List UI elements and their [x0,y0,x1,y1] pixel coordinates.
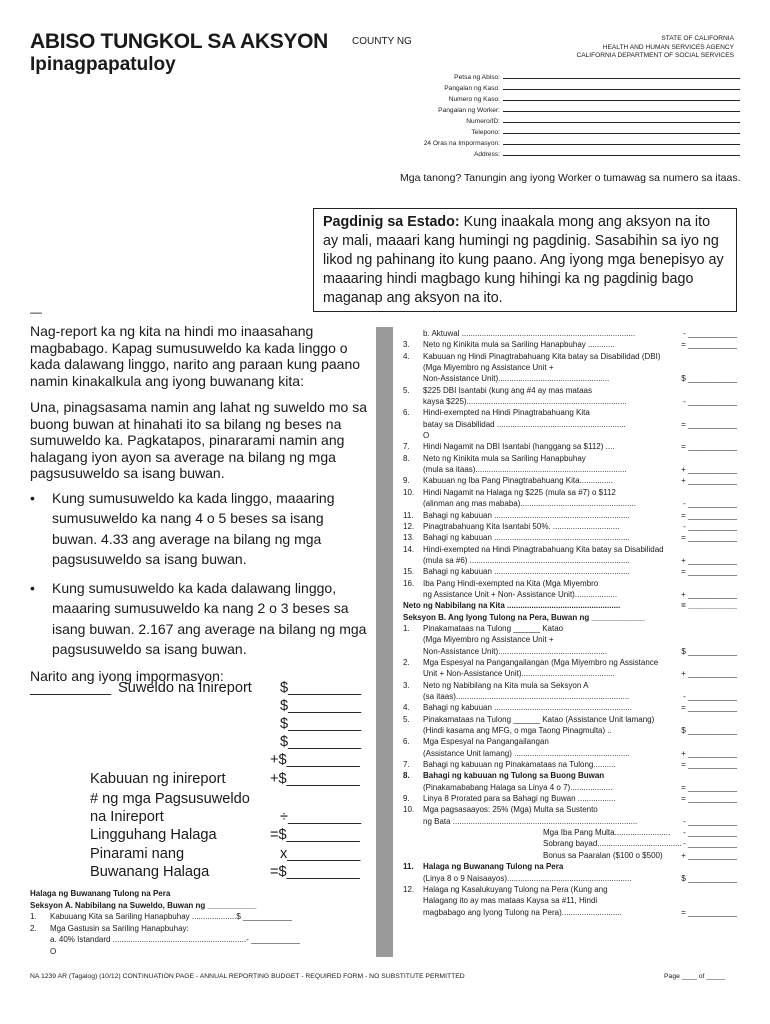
worksheet-row [403,328,737,339]
line-amount[interactable]: - ___________ [683,839,737,849]
line-label: Bahagi ng kabuuan ............................................................. [423,533,630,543]
field-line[interactable] [503,144,740,145]
line-amount[interactable]: = ___________ [681,340,737,350]
line-amount[interactable]: $ ___________ [681,646,737,656]
line-label: Sobrang bayad...................................... [543,839,682,849]
amount-field[interactable]: x_________ [280,846,361,862]
worksheet-row [403,838,737,849]
field-label: Address: [473,151,500,158]
line-label: (mula sa itaas).................................................................... [423,465,627,475]
line-label: Linya 8 Prorated para sa Bahagi ng Buwan ................. [423,794,616,804]
line-number [403,748,423,759]
line-amount[interactable]: + ___________ [681,476,737,486]
line-amount[interactable]: - ___________ [246,935,300,944]
line-number [30,934,50,946]
line-label: (mula sa #6) ........................................................................ [423,555,630,565]
line-label: magbabago ang Iyong Tulong na Pera)........................... [423,907,622,917]
line-number [403,895,423,906]
worksheet-row [403,907,737,918]
worksheet-row [403,861,737,872]
line-label: Mga Iba Pang Multa......................... [543,828,671,838]
line-number: 9. [403,794,410,804]
field-row [410,125,740,136]
line-amount[interactable]: = ___________ [681,703,737,713]
line-number: 11. [403,862,414,872]
worksheet-row [403,634,737,645]
line-number [403,373,423,384]
line-amount[interactable]: + ___________ [681,465,737,475]
line-number: 10. [403,487,415,497]
line-number: 8. [403,771,410,781]
line-label: Neto ng Kinikita mula sa Sariling Hanapbuhay ............ [423,340,615,350]
line-number [403,816,423,827]
field-label: Petsa ng Abiso: [454,74,500,81]
worksheet-row [403,770,737,781]
worksheet-row [403,589,737,600]
bullet-item [30,578,370,660]
income-explanation [30,323,370,684]
line-label: Halagang ito ay mas mataas Kaysa sa #11, Hindi [423,896,598,906]
line-label: Halaga ng Kasalukuyang Tulong na Pera (Kung ang [423,884,608,894]
line-number [403,464,423,475]
line-label: Seksyon B. Ang Iyong Tulong na Pera, Buwan ng ____________ [403,612,645,622]
line-number [403,328,423,339]
worksheet-row [403,351,737,362]
worksheet-row [403,430,737,441]
line-number: 1. [403,623,410,633]
line-label: kaysa $225)........................................................................ [423,397,627,407]
line-number: 14. [403,544,415,554]
line-number: 12. [403,884,415,894]
field-label: Numero ng Kaso: [448,96,500,103]
line-label: ng Assistance Unit + Non- Assistance Unit)................... [423,589,618,599]
bullet-dot-icon: • [30,579,35,596]
state-agency-block [576,35,734,61]
line-amount[interactable]: = ___________ [681,794,737,804]
calc-label: Buwanang Halaga [90,864,210,880]
line-label: b. Aktuwal .............................................................................. [423,329,636,338]
field-label: 24 Oras na Impormasyon: [423,140,500,147]
line-amount[interactable]: $ ___________ [236,912,292,921]
field-label: Pangalan ng Worker: [438,107,500,114]
worksheet-row [403,373,737,384]
line-label: Non-Assistance Unit).................................................. [423,374,610,384]
line-number: 1. [30,912,37,921]
worksheet-row [403,544,737,555]
worksheet-row [403,748,737,759]
line-amount[interactable]: $ ___________ [681,374,737,384]
line-number: 5. [403,385,410,395]
bullet-item [30,488,370,570]
bullet-dot-icon: • [30,489,35,506]
worksheet-row [30,934,370,946]
worksheet-row [403,816,737,827]
line-label: $225 DBI Isantabi (kung ang #4 ay mas mataas [423,385,592,395]
line-label: (alinman ang mas mababa).................................................... [423,499,636,509]
line-amount[interactable]: = ___________ [681,567,737,577]
line-label: Kabuuang Kita sa Sariling Hanapbuhay .................... [50,912,237,921]
state-line: STATE OF CALIFORNIA [661,35,734,42]
state-line: CALIFORNIA DEPARTMENT OF SOCIAL SERVICES [576,52,734,60]
line-number [403,634,423,645]
worksheet-row [403,702,737,713]
questions-text: Mga tanong? Tanungin ang iyong Worker o tumawag sa numero sa itaas. [400,172,741,184]
line-number: 11. [403,510,414,520]
reported-label: Suweldo na Inireport [118,680,252,696]
field-line[interactable] [503,89,740,90]
worksheet-row [30,911,370,923]
field-row [410,114,740,125]
line-number [403,646,423,657]
line-label: Hindi-exempted na Hindi Pinagtrabahuang Kita batay sa Disabilidad [423,544,664,554]
line-amount[interactable]: - ___________ [683,816,737,826]
worksheet-row [403,804,737,815]
line-label: Bahagi ng kabuuan ng Pinakamataas na Tulong.......... [423,760,616,770]
worksheet-row [403,419,737,430]
line-label: Unit + Non-Assistance Unit).......................................... [423,669,615,679]
line-number [403,873,423,884]
worksheet-row [403,578,737,589]
bullet-text: Kung sumusuweldo ka kada dalawang linggo, maaaring sumusuweldo ka nang 2 o 3 beses sa isang buwan. 2.167 ang average na bilang ng mga pagsusuweldo sa isang buwan. [52,579,367,657]
line-label: Pinakamataas na Tulong ______ Katao (Assistance Unit lamang) [423,714,655,724]
worksheet-row [403,714,737,725]
worksheet-row [403,646,737,657]
line-label: Bahagi ng kabuuan ............................................................. [423,567,630,577]
worksheet-row [403,396,737,407]
line-label: Hindi-exempted na Hindi Pinagtrabahuang Kita [423,408,590,418]
line-amount[interactable]: = ___________ [681,601,737,611]
line-label: Mga pagsasaayos: 25% (Mga) Multa sa Sustento [423,805,598,815]
worksheet-row [403,691,737,702]
line-number [403,850,423,861]
line-number: 12. [403,521,415,531]
worksheet-row [403,555,737,566]
calc-label: # ng mga Pagsusuweldo [90,791,250,807]
worksheet-row [403,657,737,668]
line-amount[interactable]: - ___________ [683,499,737,509]
line-label: Mga Espesyal na Pangangailangan (Mga Miyembro ng Assistance [423,657,659,667]
worksheet-row [403,873,737,884]
worksheet-row [403,510,737,521]
line-label: (Mga Miyembro ng Assistance Unit + [423,363,554,373]
line-amount[interactable]: + ___________ [681,850,737,860]
line-number: 3. [403,680,410,690]
line-label: Hindi Nagamit na DBI Isantabi (hanggang sa $112) .... [423,442,615,452]
line-number: 6. [403,737,410,747]
line-number [403,362,423,373]
worksheet-row [403,532,737,543]
worksheet-row [403,521,737,532]
worksheet-row [403,464,737,475]
line-label: ng Bata ................................................................................... [423,816,638,826]
field-row [410,147,740,158]
line-label: (sa itaas).............................................................................. [423,692,630,701]
amount-field[interactable]: =$_________ [270,827,360,843]
line-label: (Linya 8 o 9 Naisaayos)........................................................ [423,873,632,883]
worksheet-row [403,827,737,838]
worksheet-row [403,736,737,747]
line-label: (Hindi kasama ang MFG, o mga Taong Pinagmulta) .. [423,726,612,736]
line-label: a. 40% Istandard ............................................................ [50,935,247,944]
line-amount[interactable]: = ___________ [681,419,737,429]
line-number [403,691,423,702]
line-label: Pinagtrabahuang Kita Isantabi 50%. .............................. [423,521,620,531]
worksheet-row [403,407,737,418]
line-amount[interactable]: $ ___________ [681,873,737,883]
line-number [403,555,423,566]
line-amount[interactable]: = ___________ [681,782,737,792]
calc-label: na Inireport [90,809,164,825]
worksheet-row [403,850,737,861]
line-label: Hindi Nagamit na Halaga ng $225 (mula sa #7) o $112 [423,487,616,497]
line-number [30,946,50,958]
line-label: Neto ng Kinikita mula sa Sariling Hanapbuhay [423,453,586,463]
line-number: 6. [403,408,410,418]
hearing-text: Kung inaakala mong ang aksyon na ito ay mali, maaari kang humingi ng pagdinig. Sasabihin sa iyo ng likod ng pahinang ito kung paano. Ang iyong mga benepisyo ay maaaring hindi magbago kung hihingi ka ng pagdinig bago maganap ang aksyon na ito. [323,214,724,306]
field-row [410,81,740,92]
worksheet-row [403,680,737,691]
notice-fields [410,70,740,158]
line-label: Neto ng Nabibilang na Kita mula sa Seksyon A [423,680,589,690]
line-amount[interactable]: = ___________ [681,907,737,917]
amount-field[interactable]: ÷_________ [280,809,362,825]
line-amount[interactable]: $ ___________ [681,726,737,736]
line-label: Iba Pang Hindi-exempted na Kita (Mga Miyembro [423,578,599,588]
line-number [403,430,423,441]
form-footer: NA 1239 AR (Tagalog) (10/12) CONTINUATION PAGE - ANNUAL REPORTING BUDGET - REQUIRED FORM - NO SUBSTITUTE PERMITTED [30,973,465,980]
worksheet-row [403,725,737,736]
form-subtitle: Ipinagpapatuloy [30,54,176,75]
worksheet-row [403,884,737,895]
field-row [410,70,740,81]
worksheet-row [403,487,737,498]
line-number: 2. [30,923,37,933]
line-number [403,838,423,849]
worksheet-row [403,782,737,793]
line-amount[interactable]: - ___________ [683,828,737,838]
worksheet-row [403,793,737,804]
line-label: Halaga ng Buwanang Tulong na Pera [423,862,564,872]
line-label: (Assistance Unit lamang) .................................................... [423,748,630,758]
line-label: Bahagi ng kabuuan .............................................................. [423,703,632,713]
field-label: Numero/ID: [466,118,500,125]
worksheet-row [403,475,737,486]
worksheet-row [403,623,737,634]
field-label: Telepono: [471,129,500,136]
line-number: 4. [403,351,410,361]
state-hearing-box [313,208,737,312]
worksheet-row [403,600,737,611]
line-number: 7. [403,760,410,770]
field-row [410,92,740,103]
line-label: O [50,946,57,956]
budget-worksheet [403,328,737,918]
page-number: Page ____ of _____ [664,973,726,980]
line-label: Pinakamataas na Tulong ______ Katao [423,623,564,633]
line-amount[interactable]: = ___________ [681,442,737,452]
section-heading: Halaga ng Buwanang Tulong na Pera [30,889,171,898]
field-line[interactable] [503,133,740,134]
line-amount[interactable]: + ___________ [681,748,737,758]
line-number: 5. [403,714,410,724]
line-amount[interactable]: = ___________ [681,510,737,520]
hearing-label: Pagdinig sa Estado: [323,214,460,230]
line-label: Bahagi ng kabuuan ng Tulong sa Buong Buwan [423,771,605,781]
amount-field[interactable]: +$_________ [270,752,360,768]
line-number [403,589,423,600]
line-number [403,827,423,838]
line-amount[interactable]: = ___________ [681,760,737,770]
line-number [403,419,423,430]
line-label: Neto ng Nabibilang na Kita ................................................... [403,601,621,611]
worksheet-row [403,759,737,770]
amount-field[interactable]: +$_________ [270,771,360,787]
reported-blank[interactable]: __________ [30,680,112,696]
line-label: Kabuuan ng Iba Pang Pinagtrabahuang Kita............... [423,476,613,486]
section-a-start [30,888,370,957]
amount-field[interactable]: $_________ [280,716,362,732]
line-number: 2. [403,657,410,667]
worksheet-row [30,946,370,958]
worksheet-row [30,923,370,935]
line-number [403,498,423,509]
worksheet-row [403,895,737,906]
worksheet-row [403,453,737,464]
intro-paragraph: Una, pinagsasama namin ang lahat ng suweldo mo sa buong buwan at hinahati ito sa bilang ng beses na sumuweldo ka. Pagkatapos, pinararami namin ang halagang iyon ayon sa average na bilang ng mga pagsusuweldo sa isang buwan. [30,399,367,481]
sidebar-bar [376,327,393,957]
line-number: 16. [403,578,415,588]
worksheet-row [403,385,737,396]
bullet-text: Kung sumusuweldo ka kada linggo, maaaring sumusuweldo ka nang 4 o 5 beses sa isang buwan. 4.33 ang average na bilang ng mga pagsusuweldo sa isang buwan. [52,489,335,567]
county-label: COUNTY NG [352,36,412,47]
worksheet-row [403,612,737,623]
line-amount[interactable]: + ___________ [681,669,737,679]
field-row [410,136,740,147]
line-label: Kabuuan ng Hindi Pinagtrabahuang Kita batay sa Disabilidad (DBI) [423,351,661,361]
line-label: Bahagi ng kabuuan ............................................................. [423,510,630,520]
line-number: 8. [403,453,410,463]
worksheet-row [403,362,737,373]
field-line[interactable] [503,111,740,112]
line-number: 13. [403,533,415,543]
line-number: 3. [403,340,410,350]
field-line[interactable] [503,155,740,156]
state-line: HEALTH AND HUMAN SERVICES AGENCY [602,43,734,51]
worksheet-row [403,441,737,452]
worksheet-row [403,339,737,350]
line-amount[interactable]: = ___________ [681,533,737,543]
amount-field[interactable]: $_________ [280,734,362,750]
worksheet-row [403,668,737,679]
line-amount[interactable]: - ___________ [683,329,737,338]
line-number [403,907,423,918]
worksheet-row [403,498,737,509]
field-line[interactable] [503,78,740,79]
form-title: ABISO TUNGKOL SA AKSYON [30,30,329,53]
line-number: 4. [403,703,410,713]
line-label: Mga Espesyal na Pangangailangan [423,737,549,747]
line-label: (Pinakamababang Halaga sa Linya 4 o 7)................... [423,782,613,792]
line-number: 15. [403,567,415,577]
worksheet-row [403,566,737,577]
calc-label: Pinarami nang [90,846,185,862]
line-amount[interactable]: - ___________ [683,397,737,407]
field-label: Pangalan ng Kaso: [444,85,500,92]
line-label: Bonus sa Paaralan ($100 o $500) [543,850,663,860]
field-line[interactable] [503,100,740,101]
line-number [403,782,423,793]
info-intro: Narito ang iyong impormasyon: [30,667,224,684]
income-calculation [30,680,370,880]
amount-field[interactable]: $_________ [280,680,362,696]
line-number [403,668,423,679]
intro-paragraph: Nag-report ka ng kita na hindi mo inaasahang magbabago. Kapag sumusuweldo ka kada linggo o kada dalawang linggo, narito ang paraan kung paano namin kinakalkula ang iyong buwanang kita: [30,323,361,389]
line-amount[interactable]: - ___________ [683,521,737,531]
line-amount[interactable]: + ___________ [681,555,737,565]
calc-label: Kabuuan ng inireport [90,771,226,787]
calc-label: Lingguhang Halaga [90,827,217,843]
line-number: 10. [403,805,415,815]
line-amount[interactable]: + ___________ [681,589,737,599]
line-number: 9. [403,476,410,486]
line-label: Mga Gastusin sa Sariling Hanapbuhay: [50,923,189,933]
field-row [410,103,740,114]
line-number [403,396,423,407]
amount-field[interactable]: =$_________ [270,864,360,880]
line-label: batay sa Disabilidad .......................................................... [423,419,626,429]
line-number: 7. [403,442,410,452]
line-number [403,725,423,736]
line-amount[interactable]: - ___________ [683,692,737,701]
dash-mark: — [30,305,42,319]
amount-field[interactable]: $_________ [280,698,362,714]
line-label: (Mga Miyembro ng Assistance Unit + [423,635,554,645]
section-heading: Seksyon A. Nabibilang na Suweldo, Buwan ng ___________ [30,900,257,910]
line-label: Non-Assistance Unit)................................................. [423,646,608,656]
field-line[interactable] [503,122,740,123]
line-label: O [423,431,430,441]
